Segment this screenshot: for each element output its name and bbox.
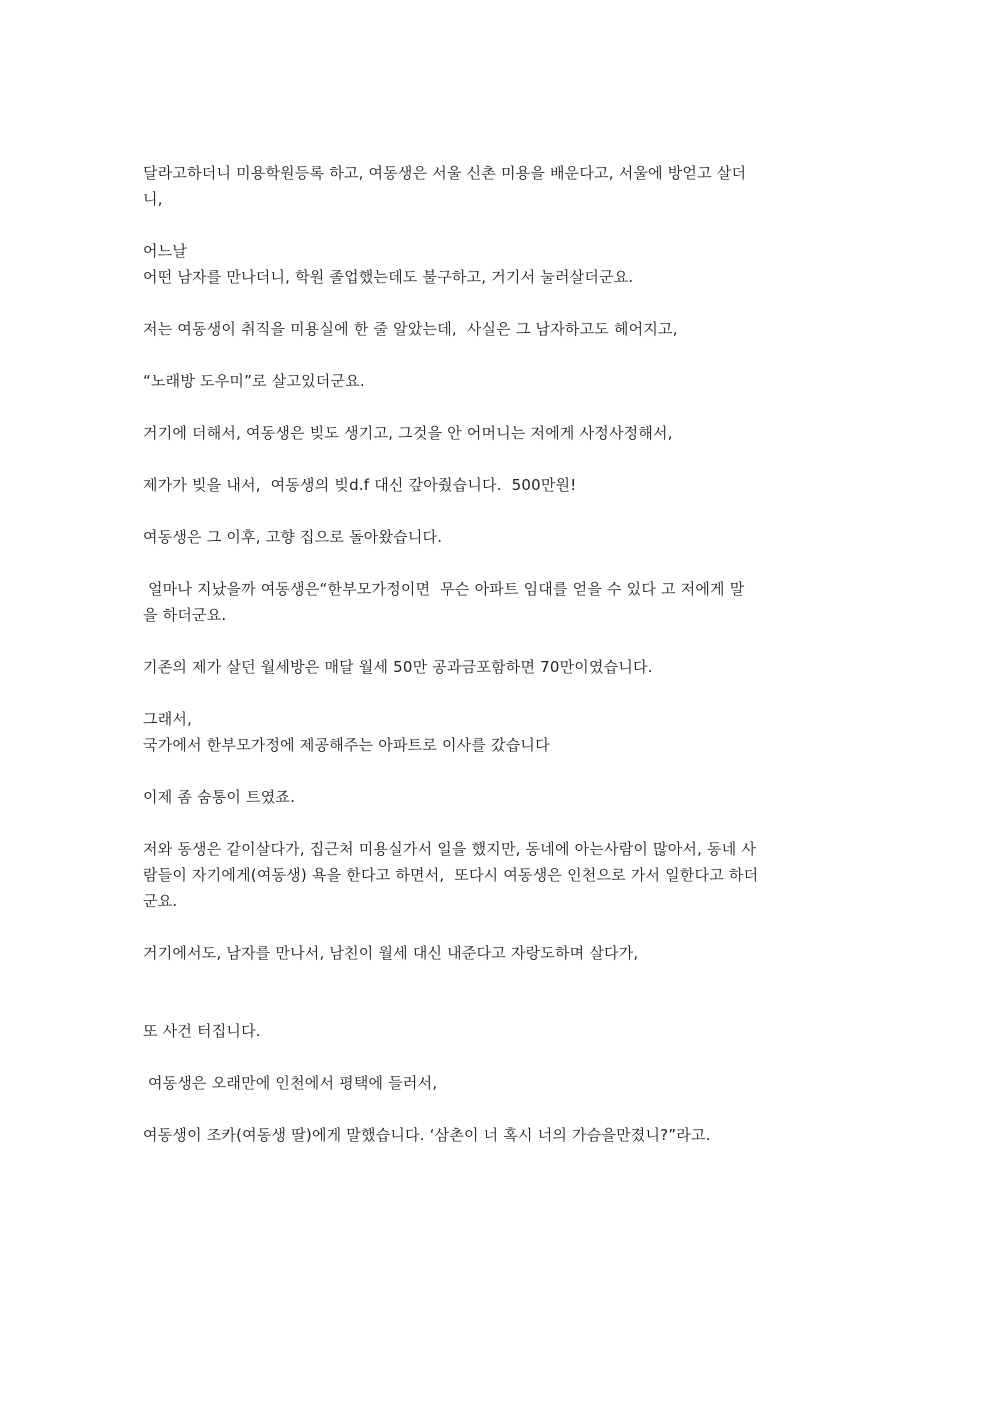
text-line: 제가가 빚을 내서, 여동생의 빚d.f 대신 갚아줬습니다. 500만원! (143, 476, 577, 494)
text-line: 달라고하더니 미용학원등록 하고, 여동생은 서울 신촌 미용을 배운다고, 서울에 방얻고 살더 (143, 164, 747, 182)
document-body (143, 160, 851, 1174)
text-line: 여동생은 그 이후, 고향 집으로 돌아왔습니다. (143, 528, 443, 546)
text-line: 니, (143, 190, 163, 208)
text-line: 어느날 (143, 242, 188, 260)
text-line: 여동생이 조카(여동생 딸)에게 말했습니다. ‘삼촌이 너 혹시 너의 가슴을만졌니?”라고. (143, 1126, 711, 1144)
text-line: 이제 좀 숨통이 트였죠. (143, 788, 296, 806)
paragraph (143, 654, 851, 680)
paragraph (143, 836, 851, 914)
text-line: 어떤 남자를 만나더니, 학원 졸업했는데도 불구하고, 거기서 눌러살더군요. (143, 268, 634, 286)
text-line: 을 하더군요. (143, 606, 227, 624)
text-line: 저와 동생은 같이살다가, 집근처 미용실가서 일을 했지만, 동네에 아는사람이 많아서, 동네 사 (143, 840, 757, 858)
paragraph (143, 784, 851, 810)
paragraph (143, 706, 851, 758)
paragraph (143, 316, 851, 342)
paragraph (143, 1018, 851, 1044)
text-line: 거기에서도, 남자를 만나서, 남친이 월세 대신 내준다고 자랑도하며 살다가, (143, 944, 639, 962)
paragraph (143, 1070, 851, 1096)
paragraph (143, 576, 851, 628)
paragraph (143, 524, 851, 550)
text-line: 기존의 제가 살던 월세방은 매달 월세 50만 공과금포함하면 70만이였습니다. (143, 658, 653, 676)
paragraph (143, 472, 851, 498)
text-line: “노래방 도우미”로 살고있더군요. (143, 372, 365, 390)
text-line: 여동생은 오래만에 인천에서 평택에 들러서, (143, 1074, 438, 1092)
text-line: 국가에서 한부모가정에 제공해주는 아파트로 이사를 갔습니다 (143, 736, 550, 754)
text-line: 얼마나 지났을까 여동생은“한부모가정이면 무슨 아파트 임대를 얻을 수 있다 고 저에게 말 (143, 580, 745, 598)
text-line: 또 사건 터집니다. (143, 1022, 261, 1040)
text-line: 거기에 더해서, 여동생은 빚도 생기고, 그것을 안 어머니는 저에게 사정사정해서, (143, 424, 673, 442)
paragraph (143, 368, 851, 394)
paragraph (143, 1122, 851, 1148)
text-line: 그래서, (143, 710, 193, 728)
text-line: 저는 여동생이 취직을 미용실에 한 줄 알았는데, 사실은 그 남자하고도 헤어지고, (143, 320, 678, 338)
paragraph (143, 940, 851, 966)
paragraph (143, 420, 851, 446)
paragraph (143, 238, 851, 290)
paragraph (143, 160, 851, 212)
text-line: 람들이 자기에게(여동생) 욕을 한다고 하면서, 또다시 여동생은 인천으로 가서 일한다고 하더 (143, 866, 759, 884)
text-line: 군요. (143, 892, 178, 910)
